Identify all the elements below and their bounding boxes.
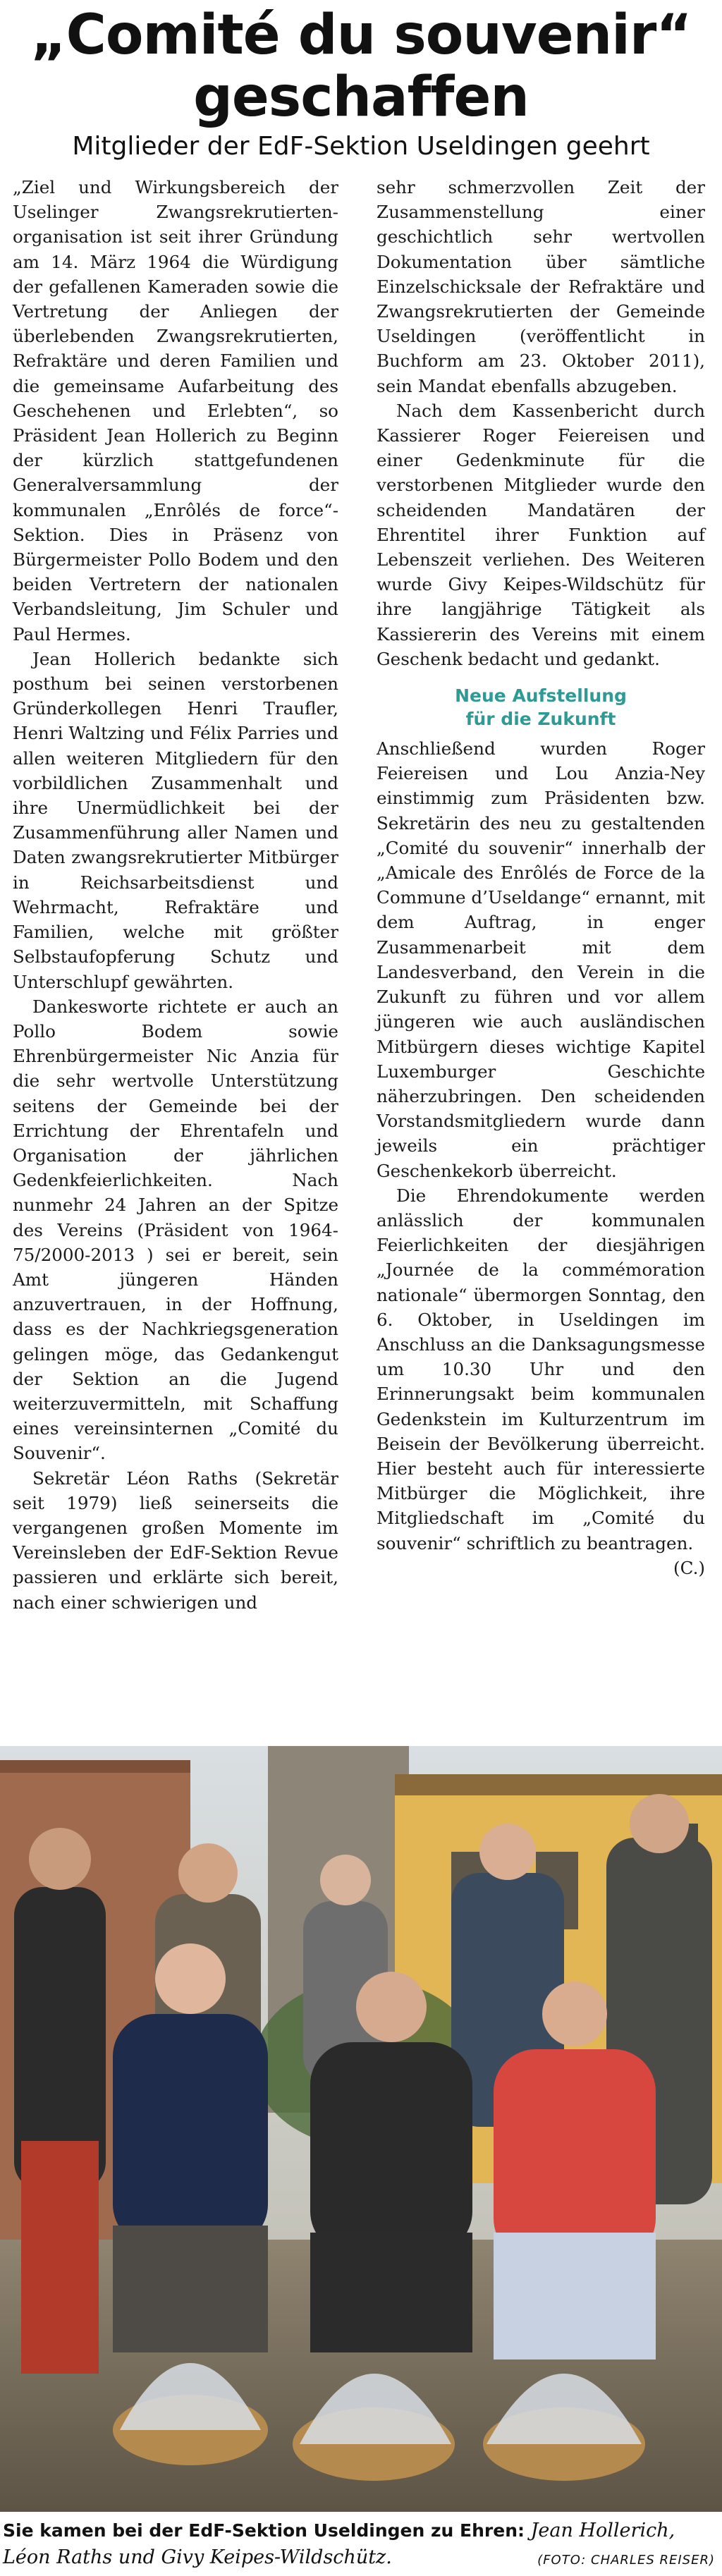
intertitle [377, 684, 705, 731]
paragraph: sehr schmerzvollen Zeit der Zusammenstellung einer geschichtlich sehr wertvollen Dokumentation über sämtliche Einzelschicksale der Refraktäre und Zwangsrekrutierten der Gemeinde Useldingen (veröffentlicht in Buchform am 23. Oktober 2011), sein Mandat ebenfalls abzugeben. [377, 177, 705, 396]
paragraph-text: Die Ehrendokumente werden anlässlich der kommunalen Feierlichkeiten der diesjährigen „Journée de la commémoration nationale“ übermorgen Sonntag, den 6. Oktober, in Useldingen im Anschluss an die Danksagungsmesse um 10.30 Uhr und den Erinnerungsakt beim kommunalen Gedenkstein im Kulturzentrum im Beisein der Bevölkerung überreicht. Hier besteht auch für interessierte Mitbürger die Möglichkeit, ihre Mitgliedschaft im „Comité du souvenir“ schriftlich zu beantragen. [377, 1185, 705, 1553]
intertitle-line-2: für die Zukunft [465, 709, 616, 730]
paragraph: „Ziel und Wirkungsbereich der Uselinger Zwangsrekrutierten-organisation ist seit ihrer Gründung am 14. März 1964 die Würdigung der gefallenen Kameraden sowie die Vertretung der Anliegen der überlebenden Zwangsrekrutierten, Refraktäre und deren Familien und die gemeinsame Aufarbeitung des Geschehenen und Erlebten“, so Präsident Jean Hollerich zu Beginn der kürzlich stattgefundenen Generalversammlung der kommunalen „Enrôlés de force“-Sektion. Dies in Präsenz von Bürgermeister Pollo Bodem und den beiden Vertretern der nationalen Verbandsleitung, Jim Schuler und Paul Hermes. [13, 177, 338, 645]
headline-line-2: geschaffen [193, 66, 529, 129]
headline-line-1: „Comité du souvenir“ [30, 4, 692, 67]
paragraph: Anschließend wurden Roger Feiereisen und Lou Anzia-Ney einstimmig zum Präsidenten bzw. Sekretärin des neu zu gestaltenden „Comité du souvenir“ innerhalb der „Amicale des Enrôlés de Force de la Commune d’Useldange“ ernannt, mit dem Auftrag, in enger Zusammenarbeit mit dem Landesverband, den Verein in die Zukunft zu führen und vor allem jüngeren wie auch ausländischen Mitbürgern dieses wichtige Kapitel Luxemburger Geschichte näherzubringen. Den scheidenden Vorstandsmitgliedern wurde dann jeweils ein prächtiger Geschenkekorb überreicht. [377, 738, 705, 1181]
article-column-right [377, 175, 705, 1580]
headline [0, 4, 722, 128]
group-photo-illustration [0, 1746, 722, 2512]
group-photo [0, 1746, 722, 2512]
paragraph: Jean Hollerich bedankte sich posthum bei seinen verstorbenen Gründerkollegen Henri Traufler, Henri Waltzing und Félix Parries und allen weiteren Mitgliedern für den vorbildlichen Zusammenhalt und ihre Unermüdlichkeit bei der Zusammenführung aller Namen und Daten zwangsrekrutierter Mitbürger in Reichsarbeitsdienst und Wehrmacht, Refraktäre und Familien, welche mit größter Selbstaufopferung Schutz und Unterschlupf gewährten. [13, 648, 338, 992]
paragraph: Nach dem Kassenbericht durch Kassierer Roger Feiereisen und einer Gedenkminute für die verstorbenen Mitglieder wurde den scheidenden Mandatären der Ehrentitel ihrer Funktion auf Lebenszeit verliehen. Des Weiteren wurde Givy Keipes-Wildschütz für ihre langjährige Tätigkeit als Kassiererin des Vereins mit einem Geschenk bedacht und gedankt. [377, 400, 705, 669]
photo-credit: (FOTO: CHARLES REISER) [537, 2553, 715, 2568]
paragraph [377, 1183, 705, 1578]
intertitle-line-1: Neue Aufstellung [455, 685, 627, 707]
caption-lead: Sie kamen bei der EdF-Sektion Useldingen zu Ehren: [3, 2520, 525, 2541]
subheadline: Mitglieder der EdF-Sektion Useldingen geehrt [72, 132, 650, 161]
article-column-left [13, 175, 338, 1615]
paragraph: Sekretär Léon Raths (Sekretär seit 1979) ließ seinerseits die vergangenen großen Momente im Vereinsleben der EdF-Sektion Revue passieren und erklärte sich bereit, nach einer schwierigen und [13, 1467, 338, 1613]
photo-caption [3, 2517, 719, 2571]
author-signature: (C.) [673, 1557, 705, 1578]
caption-names: Jean Hollerich, Léon Raths und Givy Keipes-Wildschütz. [3, 2520, 675, 2568]
paragraph: Dankesworte richtete er auch an Pollo Bodem sowie Ehrenbürgermeister Nic Anzia für die sehr wertvolle Unterstützung seitens der Gemeinde bei der Errichtung der Ehrentafeln und Organisation der jährlichen Gedenkfeierlichkeiten. Nach nunmehr 24 Jahren an der Spitze des Vereins (Präsident von 1964-75/2000-2013 ) sei er bereit, sein Amt jüngeren Händen anzuvertrauen, in der Hoffnung, dass es der Nachkriegsgeneration gelingen möge, das Gedankengut der Sektion an die Jugend weiterzuvermitteln, mit Schaffung eines vereinsinternen „Comité du Souvenir“. [13, 996, 338, 1464]
